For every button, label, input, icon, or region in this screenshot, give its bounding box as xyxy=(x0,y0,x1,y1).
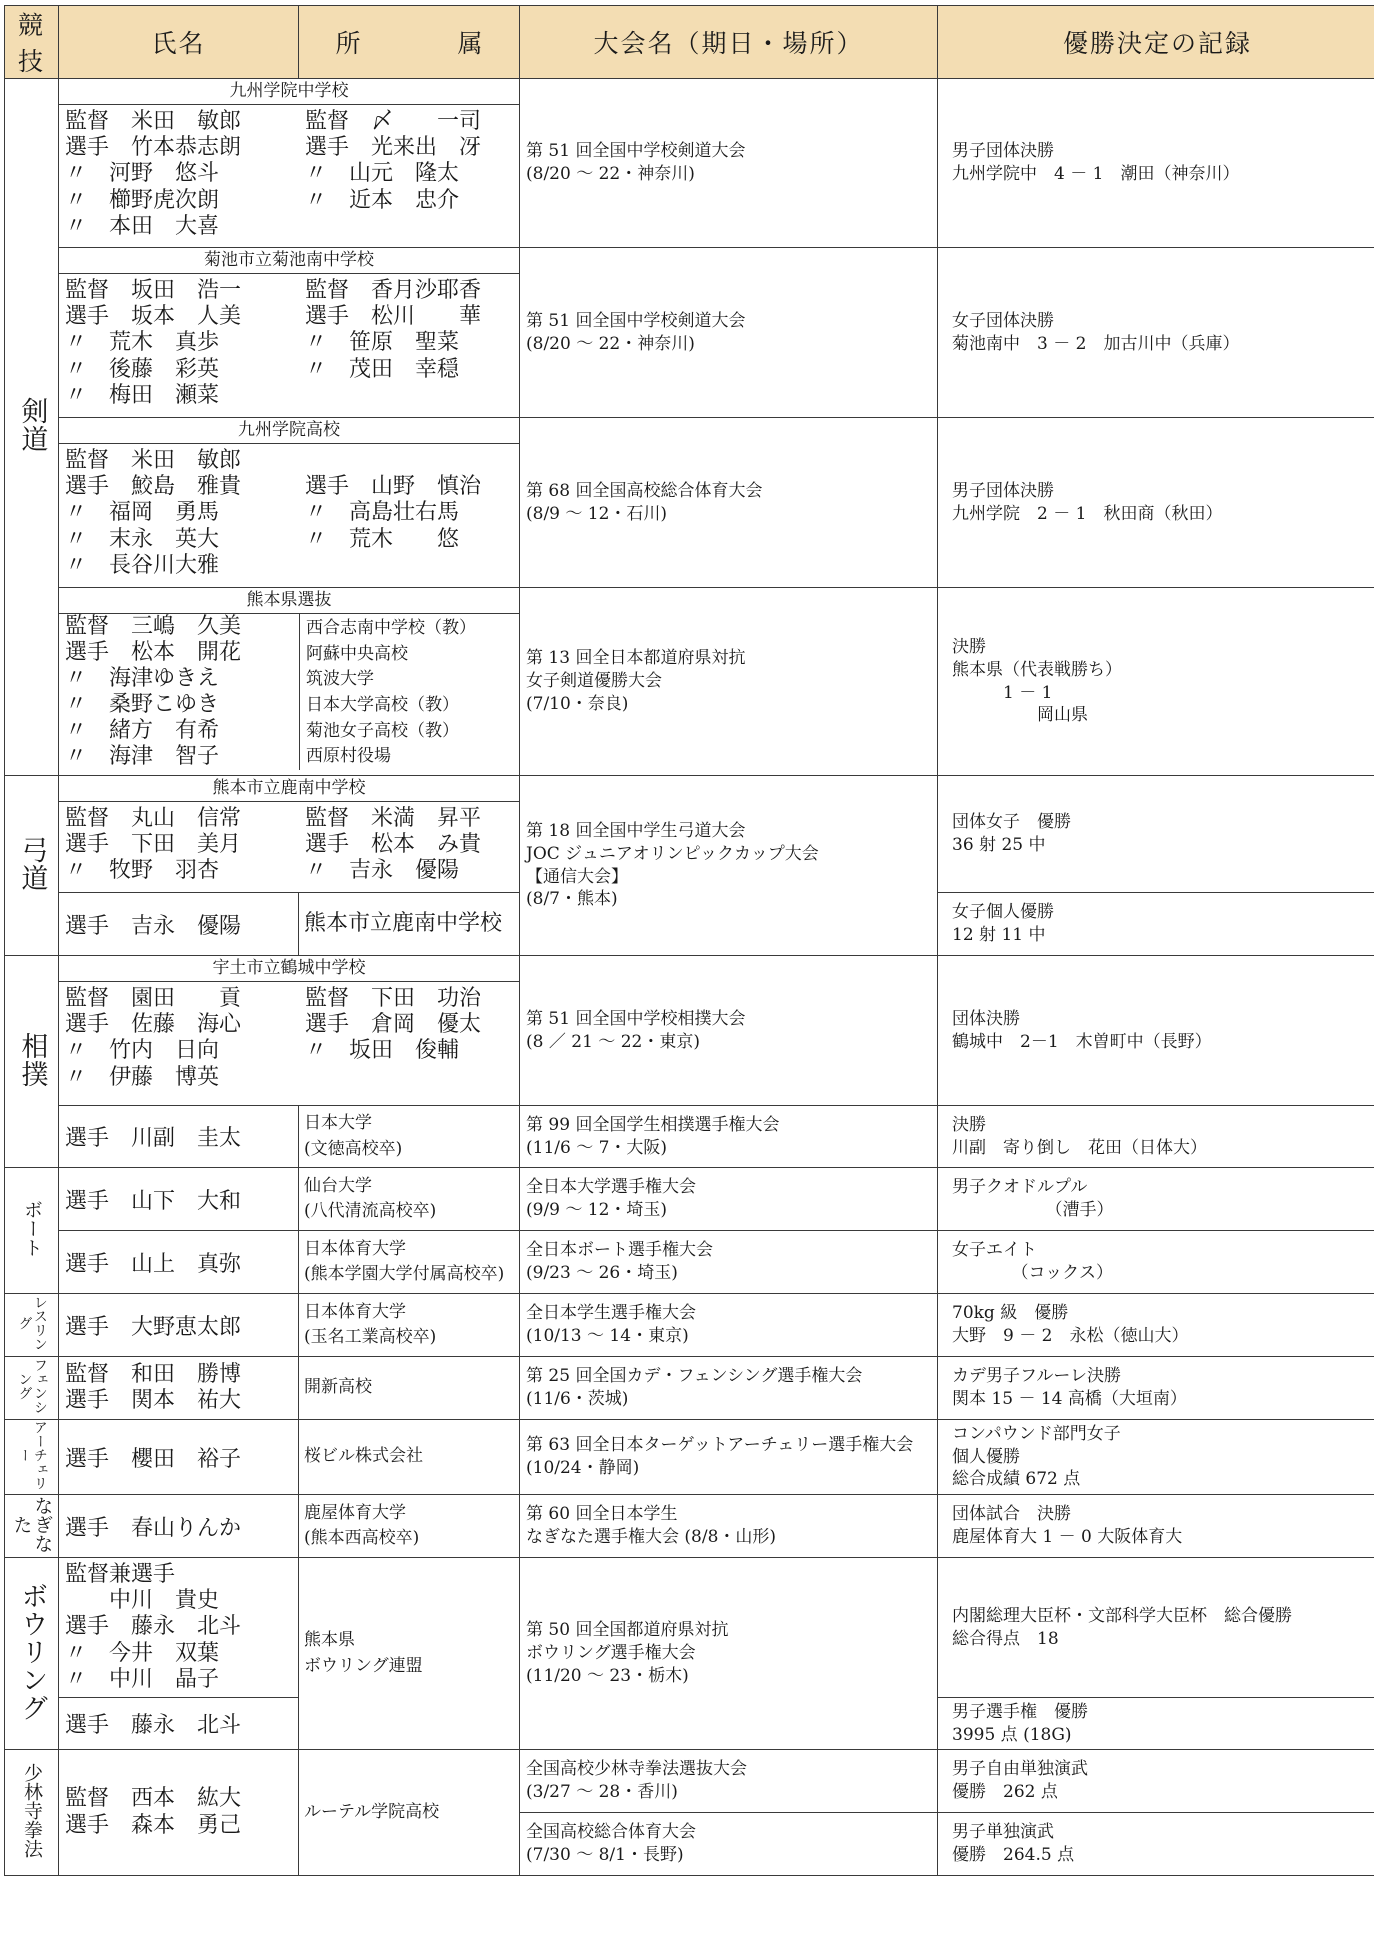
name-cell: 選手 春山りんか xyxy=(59,1495,299,1558)
affiliation-cell: 熊本市立鹿南中学校 xyxy=(299,893,520,956)
record-cell: 決勝 川副 寄り倒し 花田（日体大） xyxy=(938,1106,1374,1168)
team-name: 熊本県選抜 xyxy=(59,588,519,614)
record-cell: 内閣総理大臣杯・文部科学大臣杯 総合優勝 総合得点 18 xyxy=(938,1558,1374,1698)
table-row xyxy=(5,956,1374,1106)
roster-col-b: 監督 米満 昇平 選手 松本 み貴 〃 吉永 優陽 xyxy=(305,806,519,885)
event-cell: 第 51 回全国中学校剣道大会 (8/20 ～ 22・神奈川) xyxy=(520,79,938,248)
record-cell: 団体女子 優勝 36 射 25 中 xyxy=(938,776,1374,893)
event-cell: 第 68 回全国高校総合体育大会 (8/9 ～ 12・石川) xyxy=(520,418,938,588)
event-cell: 全日本大学選手権大会 (9/9 ～ 12・埼玉) xyxy=(520,1168,938,1231)
sport-cell-archery: アーチェリー xyxy=(5,1420,59,1495)
sport-cell-kyudo: 弓道 xyxy=(5,776,59,956)
name-cell: 選手 櫻田 裕子 xyxy=(59,1420,299,1495)
affiliation-cell: 開新高校 xyxy=(299,1357,520,1420)
team-name: 九州学院高校 xyxy=(59,418,519,444)
roster-col-a: 監督 坂田 浩一 選手 坂本 人美 〃 荒木 真歩 〃 後藤 彩英 〃 梅田 瀬菜 xyxy=(59,278,305,409)
record-cell: 団体決勝 鶴城中 2－1 木曽町中（長野） xyxy=(938,956,1374,1106)
event-cell: 第 51 回全国中学校相撲大会 (8 ／ 21 ～ 22・東京) xyxy=(520,956,938,1106)
sport-cell-kendo: 剣道 xyxy=(5,79,59,776)
team-cell xyxy=(59,79,520,248)
roster-col-a: 監督 丸山 信常 選手 下田 美月 〃 牧野 羽杏 xyxy=(59,806,305,885)
team-cell xyxy=(59,956,520,1106)
affiliation-cell: 日本体育大学 (熊本学園大学付属高校卒) xyxy=(299,1231,520,1294)
team-cell xyxy=(59,588,520,776)
table-row xyxy=(5,1495,1374,1558)
event-cell: 第 60 回全日本学生 なぎなた選手権大会 (8/8・山形) xyxy=(520,1495,938,1558)
team-name: 宇土市立鶴城中学校 xyxy=(59,956,519,982)
team-name: 熊本市立鹿南中学校 xyxy=(59,776,519,802)
roster-col-b: 監督 〆 一司 選手 光来出 冴 〃 山元 隆太 〃 近本 忠介 xyxy=(305,109,519,240)
event-cell: 第 50 回全国都道府県対抗 ボウリング選手権大会 (11/20 ～ 23・栃木) xyxy=(520,1558,938,1750)
roster-col-b: 選手 山野 慎治 〃 高島壮右馬 〃 荒木 悠 xyxy=(305,448,519,579)
record-cell: 70kg 級 優勝 大野 9 － 2 永松（徳山大） xyxy=(938,1294,1374,1357)
team-name: 九州学院中学校 xyxy=(59,79,519,105)
event-cell: 第 63 回全日本ターゲットアーチェリー選手権大会 (10/24・静岡) xyxy=(520,1420,938,1495)
record-cell: 団体試合 決勝 鹿屋体育大 1 － 0 大阪体育大 xyxy=(938,1495,1374,1558)
affiliation-cell: 日本大学 (文徳高校卒) xyxy=(299,1106,520,1168)
affiliation-cell: 鹿屋体育大学 (熊本西高校卒) xyxy=(299,1495,520,1558)
event-cell: 第 13 回全日本都道府県対抗 女子剣道優勝大会 (7/10・奈良) xyxy=(520,588,938,776)
roster-names: 監督 三嶋 久美 選手 松本 開花 〃 海津ゆきえ 〃 桑野こゆき 〃 緒方 有希 〃 海津 智子 xyxy=(59,614,300,770)
table-row xyxy=(5,1231,1374,1294)
table-row xyxy=(5,1168,1374,1231)
record-cell: 男子団体決勝 九州学院中 4 － 1 潮田（神奈川） xyxy=(938,79,1374,248)
team-cell xyxy=(59,776,520,893)
record-cell: 男子単独演武 優勝 264.5 点 xyxy=(938,1813,1374,1876)
roster-col-a: 監督 米田 敏郎 選手 鮫島 雅貴 〃 福岡 勇馬 〃 末永 英大 〃 長谷川大雅 xyxy=(59,448,305,579)
sport-cell-sumo: 相撲 xyxy=(5,956,59,1168)
roster-schools: 西合志南中学校（教） 阿蘇中央高校 筑波大学 日本大学高校（教） 菊池女子高校（教） 西原村役場 xyxy=(300,614,519,770)
sport-cell-bowling: ボウリング xyxy=(5,1558,59,1750)
affiliation-cell: 桜ビル株式会社 xyxy=(299,1420,520,1495)
name-cell: 選手 吉永 優陽 xyxy=(59,893,299,956)
results-table xyxy=(4,5,1374,1876)
name-cell: 監督兼選手 中川 貴史 選手 藤永 北斗 〃 今井 双葉 〃 中川 晶子 xyxy=(59,1558,299,1698)
event-cell: 第 99 回全国学生相撲選手権大会 (11/6 ～ 7・大阪) xyxy=(520,1106,938,1168)
record-cell: 男子選手権 優勝 3995 点 (18G) xyxy=(938,1698,1374,1750)
table-row xyxy=(5,1357,1374,1420)
record-cell: カデ男子フルーレ決勝 関本 15 － 14 高橋（大垣南） xyxy=(938,1357,1374,1420)
table-row xyxy=(5,418,1374,588)
name-cell: 選手 藤永 北斗 xyxy=(59,1698,299,1750)
roster-col-a: 監督 米田 敏郎 選手 竹本恭志朗 〃 河野 悠斗 〃 櫛野虎次朗 〃 本田 大喜 xyxy=(59,109,305,240)
table-row xyxy=(5,1294,1374,1357)
name-cell: 監督 和田 勝博 選手 関本 祐大 xyxy=(59,1357,299,1420)
record-cell: 女子個人優勝 12 射 11 中 xyxy=(938,893,1374,956)
record-cell: 男子自由単独演武 優勝 262 点 xyxy=(938,1750,1374,1813)
table-row xyxy=(5,79,1374,248)
name-cell: 選手 山上 真弥 xyxy=(59,1231,299,1294)
event-cell: 第 25 回全国カデ・フェンシング選手権大会 (11/6・茨城) xyxy=(520,1357,938,1420)
team-cell xyxy=(59,418,520,588)
event-cell: 第 18 回全国中学生弓道大会 JOC ジュニアオリンピックカップ大会 【通信大会】 (8/7・熊本) xyxy=(520,776,938,956)
table-row xyxy=(5,1106,1374,1168)
sport-cell-naginata: なぎなた xyxy=(5,1495,59,1558)
affiliation-cell: 熊本県 ボウリング連盟 xyxy=(299,1558,520,1750)
table-row xyxy=(5,588,1374,776)
header-row xyxy=(5,6,1374,79)
team-name: 菊池市立菊池南中学校 xyxy=(59,248,519,274)
sport-cell-wrestling: レスリング xyxy=(5,1294,59,1357)
table-row xyxy=(5,1558,1374,1698)
name-cell: 選手 大野恵太郎 xyxy=(59,1294,299,1357)
header-sport: 競技 xyxy=(5,6,59,79)
table-row xyxy=(5,776,1374,893)
sport-cell-boat: ボート xyxy=(5,1168,59,1294)
record-cell: 女子団体決勝 菊池南中 3 － 2 加古川中（兵庫） xyxy=(938,248,1374,418)
record-cell: 決勝 熊本県（代表戦勝ち） 1 － 1 岡山県 xyxy=(938,588,1374,776)
name-cell: 監督 西本 紘大 選手 森本 勇己 xyxy=(59,1750,299,1876)
name-cell: 選手 山下 大和 xyxy=(59,1168,299,1231)
table-row xyxy=(5,248,1374,418)
roster-col-a: 監督 園田 貢 選手 佐藤 海心 〃 竹内 日向 〃 伊藤 博英 xyxy=(59,986,305,1091)
event-cell: 全日本ボート選手権大会 (9/23 ～ 26・埼玉) xyxy=(520,1231,938,1294)
sport-cell-shorinji: 少林寺拳法 xyxy=(5,1750,59,1876)
header-affiliation: 所 属 xyxy=(299,6,520,79)
sport-cell-fencing: フェンシング xyxy=(5,1357,59,1420)
roster-col-b: 監督 下田 功治 選手 倉岡 優太 〃 坂田 俊輔 xyxy=(305,986,519,1091)
affiliation-cell: 仙台大学 (八代清流高校卒) xyxy=(299,1168,520,1231)
table-row xyxy=(5,1420,1374,1495)
team-cell xyxy=(59,248,520,418)
header-event: 大会名（期日・場所） xyxy=(520,6,938,79)
affiliation-cell: 日本体育大学 (玉名工業高校卒) xyxy=(299,1294,520,1357)
event-cell: 全国高校少林寺拳法選抜大会 (3/27 ～ 28・香川) xyxy=(520,1750,938,1813)
event-cell: 全国高校総合体育大会 (7/30 ～ 8/1・長野) xyxy=(520,1813,938,1876)
header-record: 優勝決定の記録 xyxy=(938,6,1374,79)
event-cell: 第 51 回全国中学校剣道大会 (8/20 ～ 22・神奈川) xyxy=(520,248,938,418)
name-cell: 選手 川副 圭太 xyxy=(59,1106,299,1168)
roster-col-b: 監督 香月沙耶香 選手 松川 華 〃 笹原 聖菜 〃 茂田 幸穏 xyxy=(305,278,519,409)
table-row xyxy=(5,1750,1374,1813)
affiliation-cell: ルーテル学院高校 xyxy=(299,1750,520,1876)
record-cell: 男子クオドルプル （漕手） xyxy=(938,1168,1374,1231)
record-cell: 女子エイト （コックス） xyxy=(938,1231,1374,1294)
header-name: 氏名 xyxy=(59,6,299,79)
record-cell: コンパウンド部門女子 個人優勝 総合成績 672 点 xyxy=(938,1420,1374,1495)
event-cell: 全日本学生選手権大会 (10/13 ～ 14・東京) xyxy=(520,1294,938,1357)
record-cell: 男子団体決勝 九州学院 2 － 1 秋田商（秋田） xyxy=(938,418,1374,588)
